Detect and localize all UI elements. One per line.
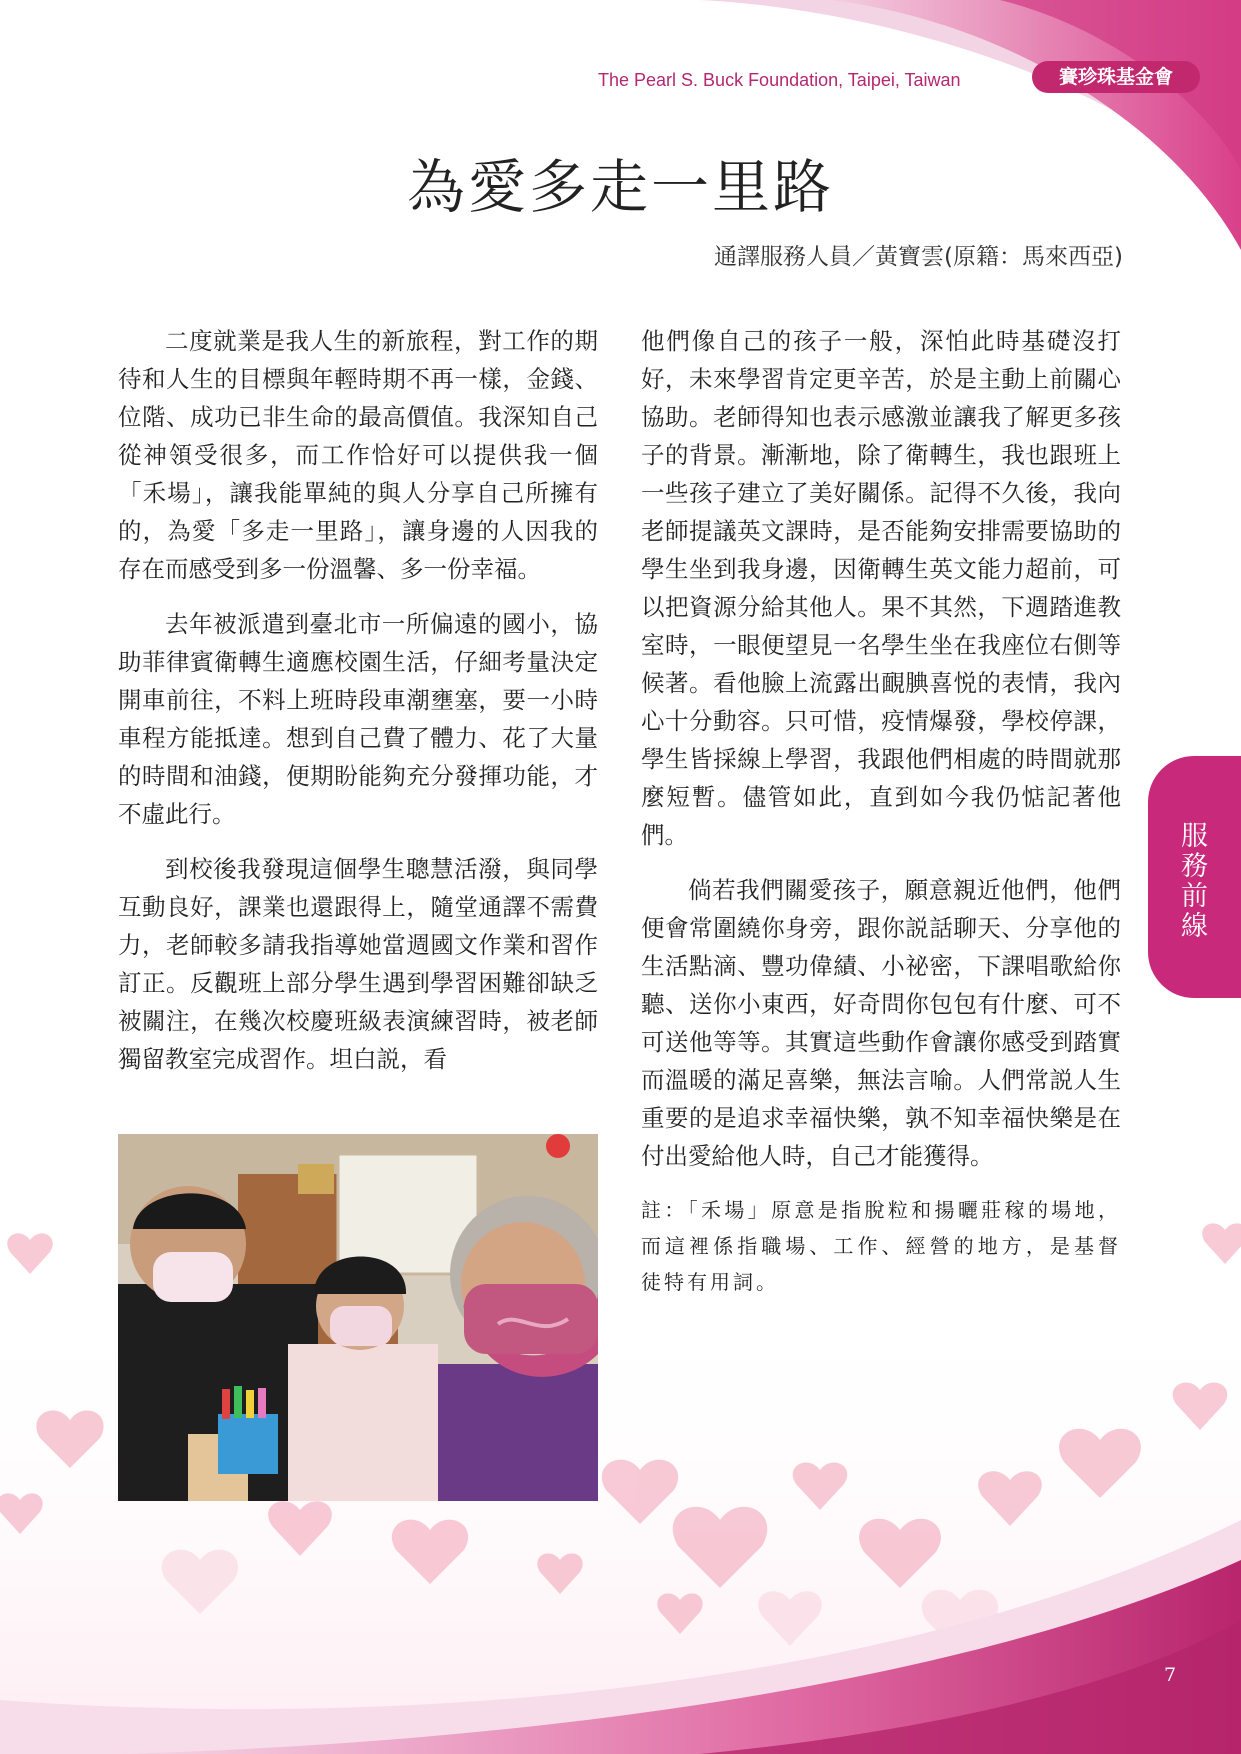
article-column-right: [641, 322, 1121, 1317]
section-tab: [1148, 756, 1241, 998]
header-foundation-badge: 賽珍珠基金會: [1032, 61, 1200, 93]
article-paragraph: 去年被派遣到臺北市一所偏遠的國小，協助菲律賓衛轉生適應校園生活，仔細考量決定開車前往，不料上班時段車潮壅塞，要一小時車程方能抵達。想到自己費了體力、花了大量的時間和油錢，便期盼能夠充分發揮功能，才不虛此行。: [118, 610, 598, 828]
article-photo: [118, 1134, 598, 1501]
page-number: 7: [1164, 1664, 1177, 1686]
section-tab-char: 服: [1181, 821, 1208, 852]
article-paragraph: 他們像自己的孩子一般，深怕此時基礎沒打好，未來學習肯定更辛苦，於是主動上前關心協助。老師得知也表示感激並讓我了解更多孩子的背景。漸漸地，除了衛轉生，我也跟班上一些孩子建立了美好關係。記得不久後，我向老師提議英文課時，是否能夠安排需要協助的學生坐到我身邊，因衛轉生英文能力超前，可以把資源分給其他人。果不其然，下週踏進教室時，一眼便望見一名學生坐在我座位右側等候著。看他臉上流露出靦腆喜悦的表情，我內心十分動容。只可惜，疫情爆發，學校停課，學生皆採線上學習，我跟他們相處的時間就那麼短暫。儘管如此，直到如今我仍惦記著他們。: [641, 327, 1121, 849]
section-tab-char: 務: [1181, 851, 1208, 882]
header-foundation-en: The Pearl S. Buck Foundation, Taipei, Taiwan: [598, 70, 961, 90]
article-byline: 通譯服務人員／黃寶雲(原籍：馬來西亞): [714, 244, 1123, 270]
section-tab-char: 線: [1181, 911, 1208, 942]
article-footnote: 註：「禾場」原意是指脫粒和揚曬莊稼的場地，而這裡係指職場、工作、經營的地方，是基督徒特有用詞。: [641, 1198, 1121, 1294]
section-tab-label: [1148, 822, 1241, 942]
article-column-left: [118, 322, 598, 1095]
article-paragraph: 二度就業是我人生的新旅程，對工作的期待和人生的目標與年輕時期不再一樣，金錢、位階、成功已非生命的最高價值。我深知自己從神領受很多，而工作恰好可以提供我一個「禾場」，讓我能單純的與人分享自己所擁有的，為愛「多走一里路」，讓身邊的人因我的存在而感受到多一份溫馨、多一份幸福。: [118, 327, 598, 583]
article-paragraph: 倘若我們關愛孩子，願意親近他們，他們便會常圍繞你身旁，跟你説話聊天、分享他的生活點滴、豐功偉績、小祕密，下課唱歌給你聽、送你小東西，好奇問你包包有什麼、可不可送他等等。其實這些動作會讓你感受到踏實而溫暖的滿足喜樂，無法言喻。人們常説人生重要的是追求幸福快樂，孰不知幸福快樂是在付出愛給他人時，自己才能獲得。: [641, 876, 1121, 1170]
article-title: 為愛多走一里路: [406, 153, 834, 221]
article-paragraph: 到校後我發現這個學生聰慧活潑，與同學互動良好，課業也還跟得上，隨堂通譯不需費力，老師較多請我指導她當週國文作業和習作訂正。反觀班上部分學生遇到學習困難卻缺乏被關注，在幾次校慶班級表演練習時，被老師獨留教室完成習作。坦白説，看: [118, 855, 598, 1073]
section-tab-char: 前: [1181, 881, 1208, 912]
